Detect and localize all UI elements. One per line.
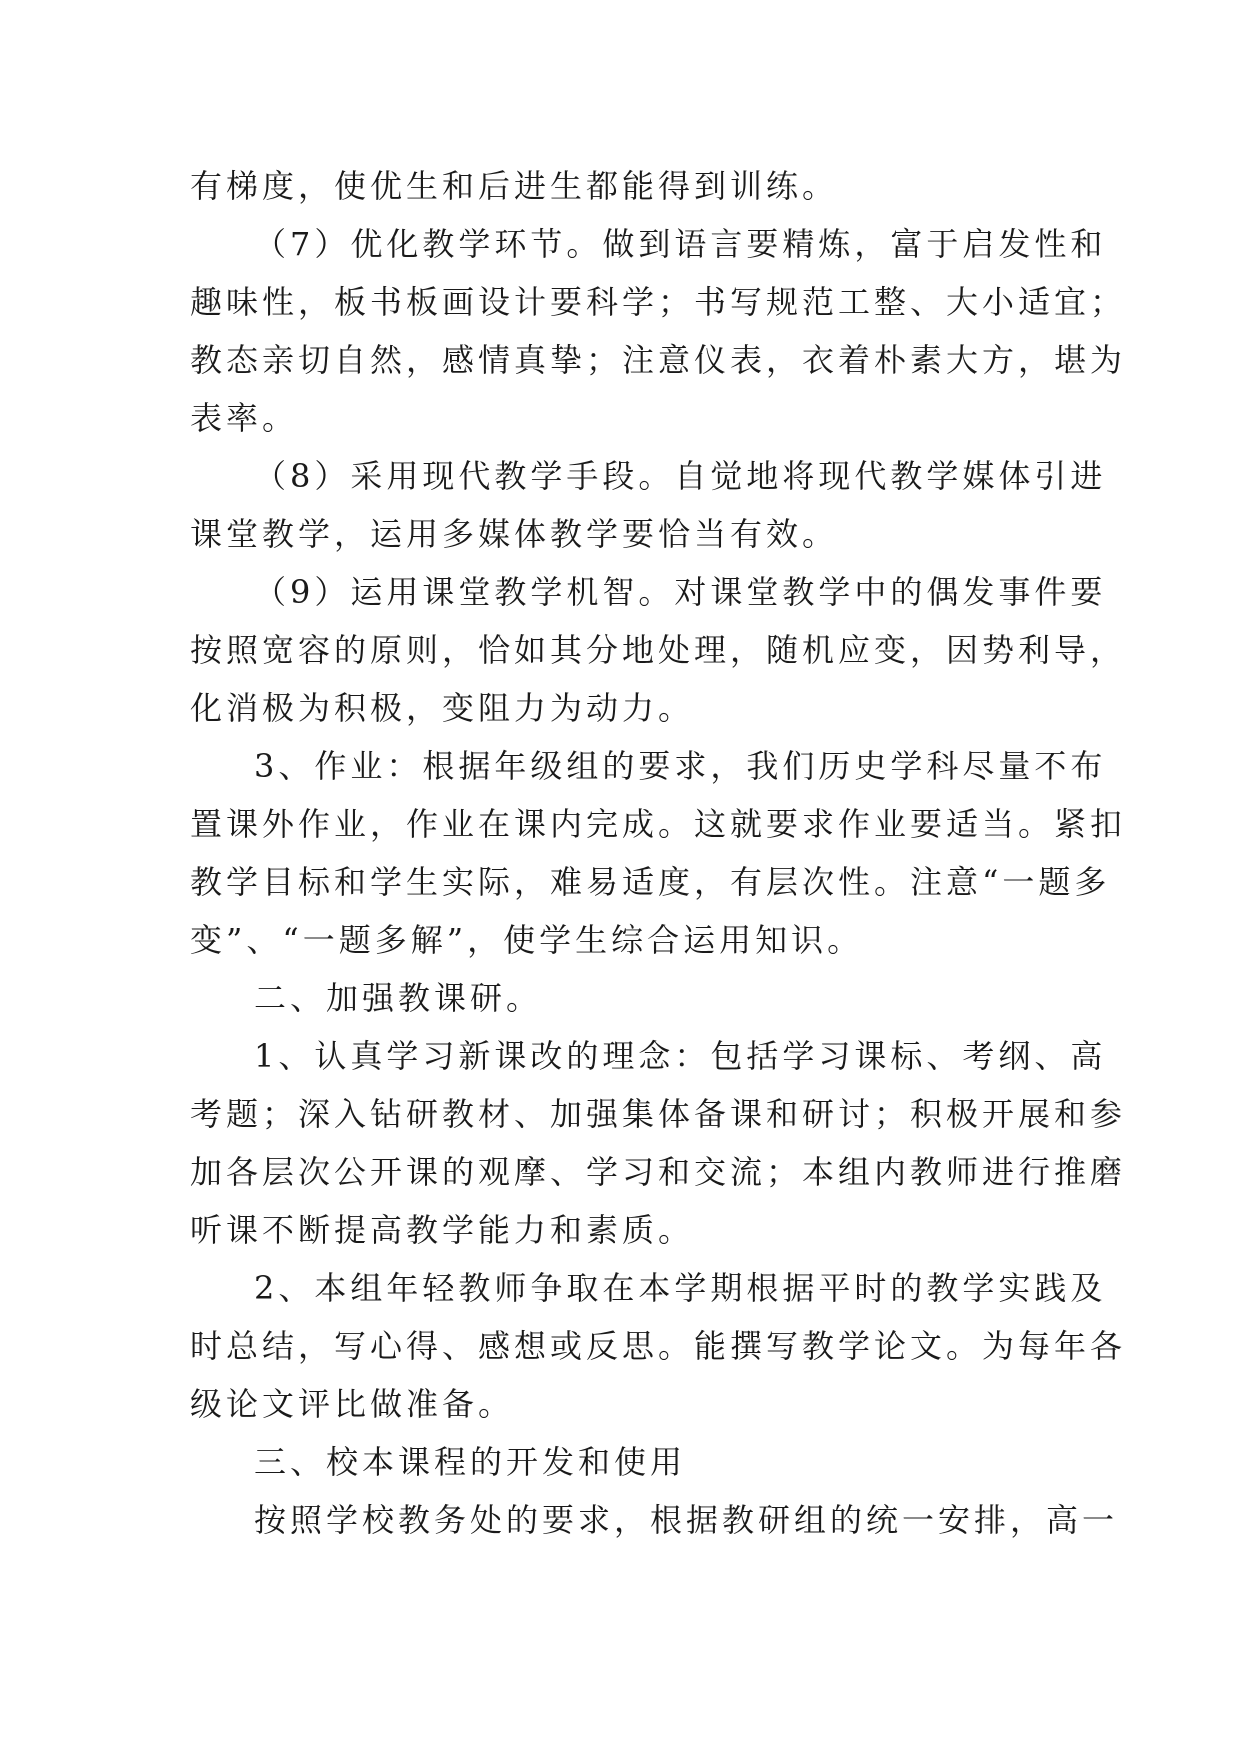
text-line: （9）运用课堂教学机智。对课堂教学中的偶发事件要 xyxy=(254,573,1107,611)
text-line: 表率。 xyxy=(190,399,299,437)
text-line: 趣味性，板书板画设计要科学；书写规范工整、大小适宜； xyxy=(190,283,1127,321)
text-line: （8）采用现代教学手段。自觉地将现代教学媒体引进 xyxy=(254,457,1107,495)
text-line: 按照宽容的原则，恰如其分地处理，随机应变，因势利导， xyxy=(190,631,1127,669)
text-line: 按照学校教务处的要求，根据教研组的统一安排，高一 xyxy=(254,1501,1119,1539)
text-line: 2、本组年轻教师争取在本学期根据平时的教学实践及 xyxy=(254,1269,1107,1307)
section-heading: 二、加强教课研。 xyxy=(254,979,543,1017)
text-line: 时总结，写心得、感想或反思。能撰写教学论文。为每年各 xyxy=(190,1327,1127,1365)
text-line: 1、认真学习新课改的理念：包括学习课标、考纲、高 xyxy=(254,1037,1107,1075)
text-line: 变”、“一题多解”，使学生综合运用知识。 xyxy=(190,921,864,959)
text-line: 听课不断提高教学能力和素质。 xyxy=(190,1211,695,1249)
text-line: 教态亲切自然，感情真挚；注意仪表，衣着朴素大方，堪为 xyxy=(190,341,1127,379)
text-line: 考题；深入钻研教材、加强集体备课和研讨；积极开展和参 xyxy=(190,1095,1127,1133)
text-line: 课堂教学，运用多媒体教学要恰当有效。 xyxy=(190,515,839,553)
section-heading: 三、校本课程的开发和使用 xyxy=(254,1443,687,1481)
text-line: 有梯度，使优生和后进生都能得到训练。 xyxy=(190,167,839,205)
text-line: （7）优化教学环节。做到语言要精炼，富于启发性和 xyxy=(254,225,1107,263)
text-line: 加各层次公开课的观摩、学习和交流；本组内教师进行推磨 xyxy=(190,1153,1127,1191)
text-line: 置课外作业，作业在课内完成。这就要求作业要适当。紧扣 xyxy=(190,805,1127,843)
text-line: 3、作业：根据年级组的要求，我们历史学科尽量不布 xyxy=(254,747,1107,785)
text-line: 教学目标和学生实际，难易适度，有层次性。注意“一题多 xyxy=(190,863,1111,901)
text-line: 化消极为积极，变阻力为动力。 xyxy=(190,689,695,727)
text-line: 级论文评比做准备。 xyxy=(190,1385,515,1423)
